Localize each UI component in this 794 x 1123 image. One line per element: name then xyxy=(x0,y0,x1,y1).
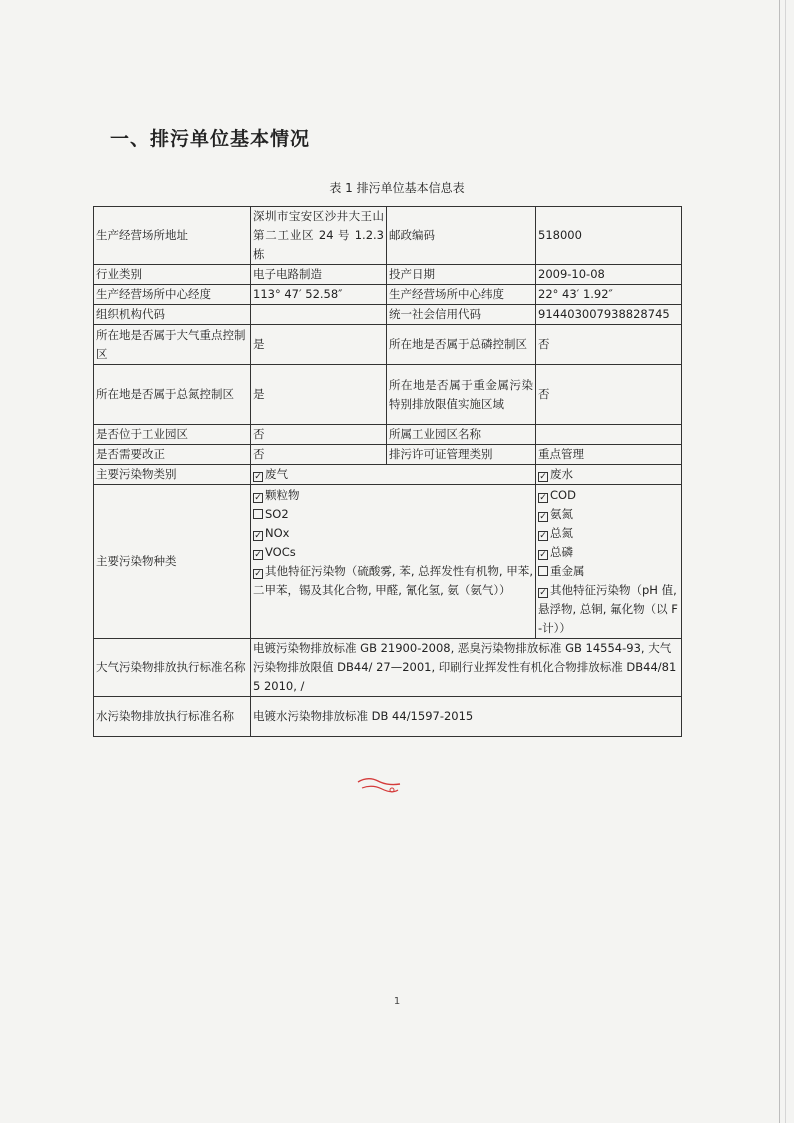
credit-code-value: 914403007938828745 xyxy=(536,305,682,325)
category-waste-water xyxy=(536,465,682,485)
water-standard-value: 电镀水污染物排放标准 DB 44/1597-2015 xyxy=(251,697,682,737)
checkbox-icon: ✓ xyxy=(254,493,262,503)
postcode-value: 518000 xyxy=(536,207,682,265)
table-caption: 表 1 排污单位基本信息表 xyxy=(329,181,465,195)
air-standard-label: 大气污染物排放执行标准名称 xyxy=(94,639,251,697)
checkbox-icon: ✓ xyxy=(254,531,262,541)
page-edge-line xyxy=(785,0,786,1123)
checkbox-icon: ✓ xyxy=(254,550,262,560)
list-item: ✓ 总磷 xyxy=(539,545,573,560)
list-item: ✓ 其他特征污染物（硫酸雾, 苯, 总挥发性有机物, 甲苯, 二甲苯，锡及其化合物, 甲醛, 氰化氢, 氨（氨气）） xyxy=(253,564,533,597)
industrial-park-label: 是否位于工业园区 xyxy=(94,425,251,445)
rectify-value: 否 xyxy=(251,445,387,465)
list-item: ✓ 氨氮 xyxy=(539,507,573,522)
list-item: 重金属 xyxy=(538,562,679,581)
checkbox-icon: ✓ xyxy=(539,512,547,522)
nitrogen-value: 是 xyxy=(251,365,387,425)
start-date-value: 2009-10-08 xyxy=(536,265,682,285)
industry-value: 电子电路制造 xyxy=(251,265,387,285)
address-value: 深圳市宝安区沙井大王山第二工业区 24 号 1.2.3 栋 xyxy=(251,207,387,265)
park-name-label: 所属工业园区名称 xyxy=(387,425,536,445)
red-seal-mark xyxy=(356,772,404,796)
category-waste-water-label: 废水 xyxy=(550,467,573,481)
park-name-value xyxy=(536,425,682,445)
section-heading: 一、排污单位基本情况 xyxy=(110,128,311,150)
credit-code-label: 统一社会信用代码 xyxy=(387,305,536,325)
basic-info-table xyxy=(93,206,682,737)
org-code-value xyxy=(251,305,387,325)
air-key-label: 所在地是否属于大气重点控制区 xyxy=(94,325,251,365)
air-standard-value: 电镀污染物排放标准 GB 21900-2008, 恶臭污染物排放标准 GB 14554-93, 大气污染物排放限值 DB44/ 27—2001, 印刷行业挥发性有机化合物排放标准 DB44/815 2010, / xyxy=(251,639,682,697)
page-edge-line xyxy=(779,0,780,1123)
nitrogen-label: 所在地是否属于总氮控制区 xyxy=(94,365,251,425)
heavy-metal-value: 否 xyxy=(536,365,682,425)
industrial-park-value: 否 xyxy=(251,425,387,445)
org-code-label: 组织机构代码 xyxy=(94,305,251,325)
rectify-label: 是否需要改正 xyxy=(94,445,251,465)
page-number: 1 xyxy=(393,996,401,1007)
water-pollutants-list xyxy=(536,485,682,639)
list-item: ✓ 颗粒物 xyxy=(254,488,300,503)
checkbox-icon: ✓ xyxy=(254,472,262,482)
air-pollutants-list xyxy=(251,485,536,639)
air-key-value: 是 xyxy=(251,325,387,365)
list-item: ✓ 其他特征污染物（pH 值, 悬浮物, 总铜, 氟化物（以 F-计）） xyxy=(538,583,678,635)
phosphorus-value: 否 xyxy=(536,325,682,365)
list-item: ✓ VOCs xyxy=(254,545,296,560)
checkbox-icon xyxy=(253,509,263,519)
industry-label: 行业类别 xyxy=(94,265,251,285)
list-item: SO2 xyxy=(253,505,533,524)
phosphorus-label: 所在地是否属于总磷控制区 xyxy=(387,325,536,365)
water-standard-label: 水污染物排放执行标准名称 xyxy=(94,697,251,737)
postcode-label: 邮政编码 xyxy=(387,207,536,265)
address-label: 生产经营场所地址 xyxy=(94,207,251,265)
checkbox-icon: ✓ xyxy=(539,472,547,482)
category-waste-gas xyxy=(251,465,536,485)
checkbox-icon: ✓ xyxy=(254,569,262,579)
heavy-metal-label: 所在地是否属于重金属污染特别排放限值实施区域 xyxy=(387,365,536,425)
checkbox-icon xyxy=(538,566,548,576)
list-item: ✓ COD xyxy=(539,488,576,503)
checkbox-icon: ✓ xyxy=(539,588,547,598)
checkbox-icon: ✓ xyxy=(539,550,547,560)
checkbox-icon: ✓ xyxy=(539,493,547,503)
longitude-value: 113° 47′ 52.58″ xyxy=(251,285,387,305)
start-date-label: 投产日期 xyxy=(387,265,536,285)
pollutant-types-label: 主要污染物种类 xyxy=(94,485,251,639)
list-item: ✓ NOx xyxy=(254,526,290,541)
pollutant-category-label: 主要污染物类别 xyxy=(94,465,251,485)
longitude-label: 生产经营场所中心经度 xyxy=(94,285,251,305)
latitude-label: 生产经营场所中心纬度 xyxy=(387,285,536,305)
list-item: ✓ 总氮 xyxy=(539,526,573,541)
checkbox-icon: ✓ xyxy=(539,531,547,541)
category-waste-gas-label: 废气 xyxy=(265,467,288,481)
latitude-value: 22° 43′ 1.92″ xyxy=(536,285,682,305)
permit-type-label: 排污许可证管理类别 xyxy=(387,445,536,465)
permit-type-value: 重点管理 xyxy=(536,445,682,465)
